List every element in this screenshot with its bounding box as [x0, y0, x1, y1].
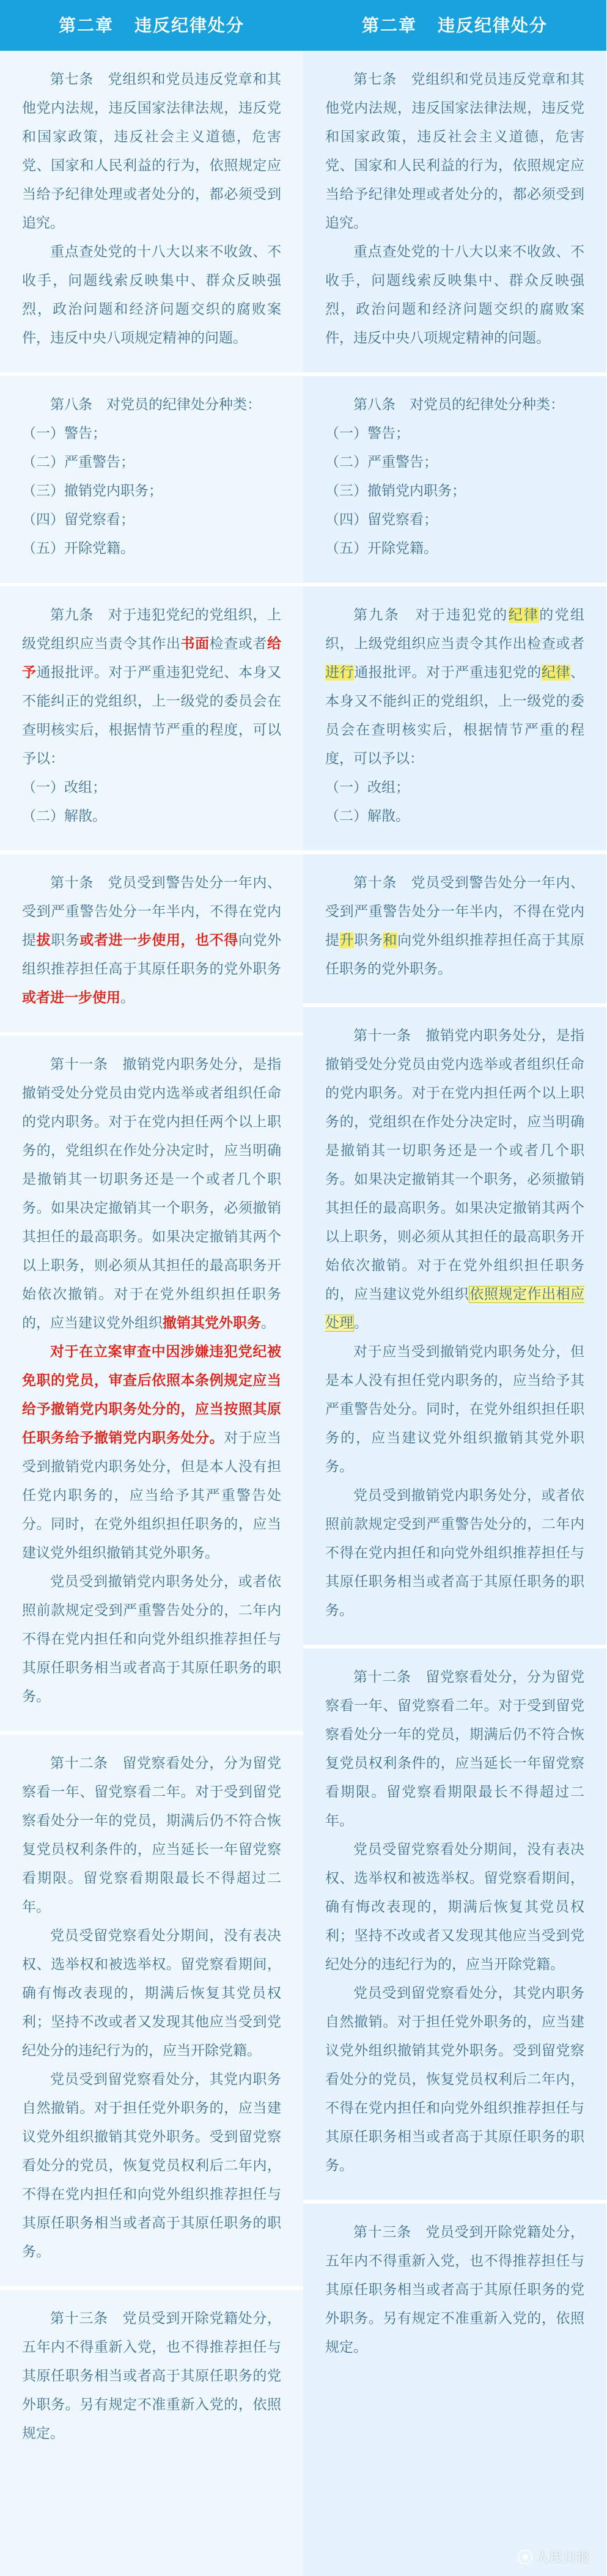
- added-text: 进行: [325, 665, 355, 681]
- text-run: 。: [261, 1315, 275, 1331]
- article-13-para: 第十三条 党员受到开除党籍处分，五年内不得重新入党，也不得推荐担任与其原任职务相当或者高于其原任职务的党外职务。另有规定不准重新入党的，依照规定。: [22, 2311, 281, 2441]
- list-item: （二）解散。: [325, 808, 410, 824]
- text-run: 检查或者: [209, 636, 268, 652]
- article-9: [0, 586, 303, 851]
- article-12-para-3: 党员受到留党察看处分，其党内职务自然撤销。对于担任党外职务的，应当建议党外组织撤销其党外职务。受到留党察看处分的党员，恢复党员权利后二年内，不得在党内担任和向党外组织推荐担任与其原任职务相当或者高于其原任职务的职务。: [325, 1985, 584, 2174]
- text-run: 第十条 党员受到警告处分一年内、受到严重警告处分一年半内，不得在党内提: [325, 875, 584, 948]
- article-8: [303, 376, 606, 583]
- article-7-para-2: 重点查处党的十八大以来不收敛、不收手，问题线索反映集中、群众反映强烈，政治问题和经济问题交织的腐败案件，违反中央八项规定精神的问题。: [325, 244, 584, 346]
- deleted-text: 撤销其党外职务: [163, 1315, 261, 1331]
- added-text: 依照规定作出相应处理: [325, 1286, 585, 1331]
- deleted-text: 对于在立案审查中因涉嫌违犯党纪被免职的党员，审查后依照本条例规定应当给予撤销党内职务处分的，应当按照其原任职务给予撤销党内职务处分。: [22, 1344, 281, 1446]
- article-7: [303, 51, 606, 372]
- article-13: [0, 2290, 303, 2468]
- watermark-text: 人民日报: [535, 2550, 590, 2566]
- chapter-title: 违反纪律处分: [134, 15, 245, 35]
- deleted-text: 或者进一步使用: [22, 990, 120, 1006]
- article-8-intro: 第八条 对党员的纪律处分种类：: [50, 397, 261, 413]
- list-item: （二）严重警告；: [22, 454, 134, 470]
- article-9-para: [325, 601, 584, 773]
- text-run: 。: [120, 990, 134, 1006]
- chapter-number: 第二章: [361, 15, 417, 35]
- chapter-number: 第二章: [58, 15, 114, 35]
- text-run: 第九条 对于违犯党纪的党组织，上级党组织应当责令其作出: [22, 607, 281, 652]
- text-run: 党员受到撤销党内职务处分，: [50, 1574, 238, 1590]
- article-12-para-3: 党员受到留党察看处分，其党内职务自然撤销。对于担任党外职务的，应当建议党外组织撤销其党外职务。受到留党察看处分的党员，恢复党员权利后二年内，不得在党内担任和向党外组织推荐担任与其原任职务相当或者高于其原任职务的职务。: [22, 2072, 281, 2260]
- text-run: 第十一条 撤销党内职务处分，是指撤销受处分党员由党内选举或者组织任命的党内职务。对于在党内担任两个以上职务的，党组织在作处分决定时，应当明确是撤销其一切职务还是一个或者几个职务。如果决定撤销其一个职务，必须撤销其担任的最高职务。如果决定撤销其两个以上职务，则必须从其担任的最高职务开始依次撤销。对于在党外组织担任职务的，应当建议党外组织: [325, 1028, 584, 1302]
- article-11-para-1: [325, 1022, 584, 1338]
- article-12-para-1: 第十二条 留党察看处分，分为留党察看一年、留党察看二年。对于受到留党察看处分一年的党员，期满后仍不符合恢复党员权利条件的，应当延长一年留党察看期限。留党察看期限最长不得超过二年。: [325, 1669, 584, 1829]
- article-13: [303, 2204, 606, 2382]
- deleted-text: 给予: [22, 636, 282, 681]
- list-item: （一）警告；: [22, 426, 106, 441]
- list-item: （一）改组；: [22, 780, 106, 795]
- article-9: [303, 586, 606, 851]
- text-run: 第十条 党员受到警告处分一年内、受到严重警告处分一年半内，不得在党内提: [22, 875, 281, 948]
- text-run: 第十一条 撤销党内职务处分，是指撤销受处分党员由党内选举或者组织任命的党内职务。对于在党内担任两个以上职务的，党组织在作处分决定时，应当明确是撤销其一切职务还是一个或者几个职务。如果决定撤销其一个职务，必须撤销其担任的最高职务。如果决定撤销其两个以上职务，则必须从其担任的最高职务开始依次撤销。对于在党外组织担任职务的，应当建议党外组织: [22, 1057, 281, 1331]
- text-run: 对于应当受到撤销党内职务处分，但是本人没有担任党内职务的，应当给予其严重警告处分。同时，在党外组织担任职务的，应当建议党外组织撤销其党外职务。: [22, 1430, 282, 1561]
- article-9-para: [22, 601, 281, 773]
- article-7-para-1: 第七条 党组织和党员违反党章和其他党内法规，违反国家法律法规，违反党和国家政策，违反社会主义道德，危害党、国家和人民利益的行为，依照规定应当给予纪律处理或者处分的，都必须受到追究。: [325, 72, 584, 231]
- added-text: 纪律: [508, 607, 540, 623]
- article-11-para-2: [22, 1338, 281, 1568]
- text-run: 通报批评。对于严重违犯党纪、本身又不能纠正的党组织，上一级党的委员会在查明核实后，根据情节严重的程度，可以予以：: [22, 665, 282, 767]
- article-10-para: [325, 869, 584, 984]
- text-run: 第九条 对于违犯党的: [353, 607, 509, 623]
- article-11: [303, 1007, 606, 1645]
- old-version-column: [0, 0, 303, 2576]
- deleted-text: 或者进一步使用，也不得: [79, 932, 238, 948]
- article-12-para-1: 第十二条 留党察看处分，分为留党察看一年、留党察看二年。对于受到留党察看处分一年的党员，期满后仍不符合恢复党员权利条件的，应当延长一年留党察看期限。留党察看期限最长不得超过二年。: [22, 1755, 281, 1915]
- added-text: 纪律: [541, 665, 571, 681]
- article-12: [0, 1735, 303, 2286]
- article-7-para-2: 重点查处党的十八大以来不收敛、不收手，问题线索反映集中、群众反映强烈，政治问题和经济问题交织的腐败案件，违反中央八项规定精神的问题。: [22, 244, 281, 346]
- deleted-text: 书面: [180, 636, 210, 652]
- article-11-para-2: 对于应当受到撤销党内职务处分，但是本人没有担任党内职务的，应当给予其严重警告处分。同时，在党外组织担任职务的，应当建议党外组织撤销其党外职务。: [325, 1344, 584, 1475]
- chapter-title: 违反纪律处分: [438, 15, 548, 35]
- text-run: 通报批评。对于严重违犯党的: [354, 665, 542, 681]
- text-run: 。: [354, 1315, 368, 1331]
- added-text: 升: [339, 932, 355, 948]
- text-run: 职务: [51, 932, 80, 948]
- article-7-para-1: 第七条 党组织和党员违反党章和其他党内法规，违反国家法律法规，违反党和国家政策，违反社会主义道德，危害党、国家和人民利益的行为，依照规定应当给予纪律处理或者处分的，都必须受到追究。: [22, 72, 281, 231]
- article-13-para: 第十三条 党员受到开除党籍处分，五年内不得重新入党，也不得推荐担任与其原任职务相当或者高于其原任职务的党外职务。另有规定不准重新入党的，依照规定。: [325, 2224, 584, 2355]
- article-10: [0, 854, 303, 1032]
- text-run: 向党外组织推荐担任高于其原任职务的党外职务。: [325, 932, 585, 977]
- list-item: （五）开除党籍。: [325, 541, 438, 556]
- article-7: [0, 51, 303, 372]
- list-item: （一）警告；: [325, 426, 410, 441]
- chapter-header: [0, 0, 303, 51]
- article-8-intro: 第八条 对党员的纪律处分种类：: [353, 397, 564, 413]
- article-11-para-1: [22, 1050, 281, 1338]
- text-run: 职务: [354, 932, 383, 948]
- watermark: [518, 2547, 590, 2566]
- list-item: （三）撤销党内职务；: [22, 483, 163, 499]
- text-run: 、本身又不能纠正的党组织，上一级党的委员会在查明核实后，根据情节严重的程度，可以予以：: [325, 665, 585, 767]
- added-text: 和: [383, 932, 397, 948]
- list-item: （四）留党察看；: [22, 512, 134, 528]
- article-10-para: [22, 869, 281, 1013]
- deleted-text: 拔: [36, 932, 51, 948]
- chapter-header: [303, 0, 606, 51]
- article-11-para-3: [22, 1568, 281, 1711]
- article-12-para-2: 党员受留党察看处分期间，没有表决权、选举权和被选举权。留党察看期间，确有悔改表现的，期满后恢复其党员权利；坚持不改或者又发现其他应当受到党纪处分的违纪行为的，应当开除党籍。: [22, 1928, 281, 2059]
- list-item: （三）撤销党内职务；: [325, 483, 466, 499]
- list-item: （二）解散。: [22, 808, 106, 824]
- text-run: 或者依照前款规定受到严重警告处分的，二年内不得在党内担任和向党外组织推荐担任与其原任职务相当或者高于其原任职务的职务。: [22, 1574, 282, 1705]
- article-12: [303, 1648, 606, 2200]
- list-item: （一）改组；: [325, 780, 410, 795]
- new-version-column: [303, 0, 606, 2576]
- article-11-para-3: 党员受到撤销党内职务处分，或者依照前款规定受到严重警告处分的，二年内不得在党内担任和向党外组织推荐担任与其原任职务相当或者高于其原任职务的职务。: [325, 1488, 584, 1618]
- list-item: （四）留党察看；: [325, 512, 438, 528]
- text-run: 向党外组织推荐担任高于其原任职务的党外职务: [22, 932, 282, 977]
- text-run: 的党组织，上级党组织应当责令其作出检查或者: [325, 607, 585, 652]
- list-item: （五）开除党籍。: [22, 541, 134, 556]
- article-8: [0, 376, 303, 583]
- article-11: [0, 1036, 303, 1731]
- logo-icon: [518, 2550, 532, 2564]
- article-12-para-2: 党员受留党察看处分期间，没有表决权、选举权和被选举权。留党察看期间，确有悔改表现的，期满后恢复其党员权利；坚持不改或者又发现其他应当受到党纪处分的违纪行为的，应当开除党籍。: [325, 1842, 584, 1973]
- list-item: （二）严重警告；: [325, 454, 438, 470]
- article-10: [303, 854, 606, 1003]
